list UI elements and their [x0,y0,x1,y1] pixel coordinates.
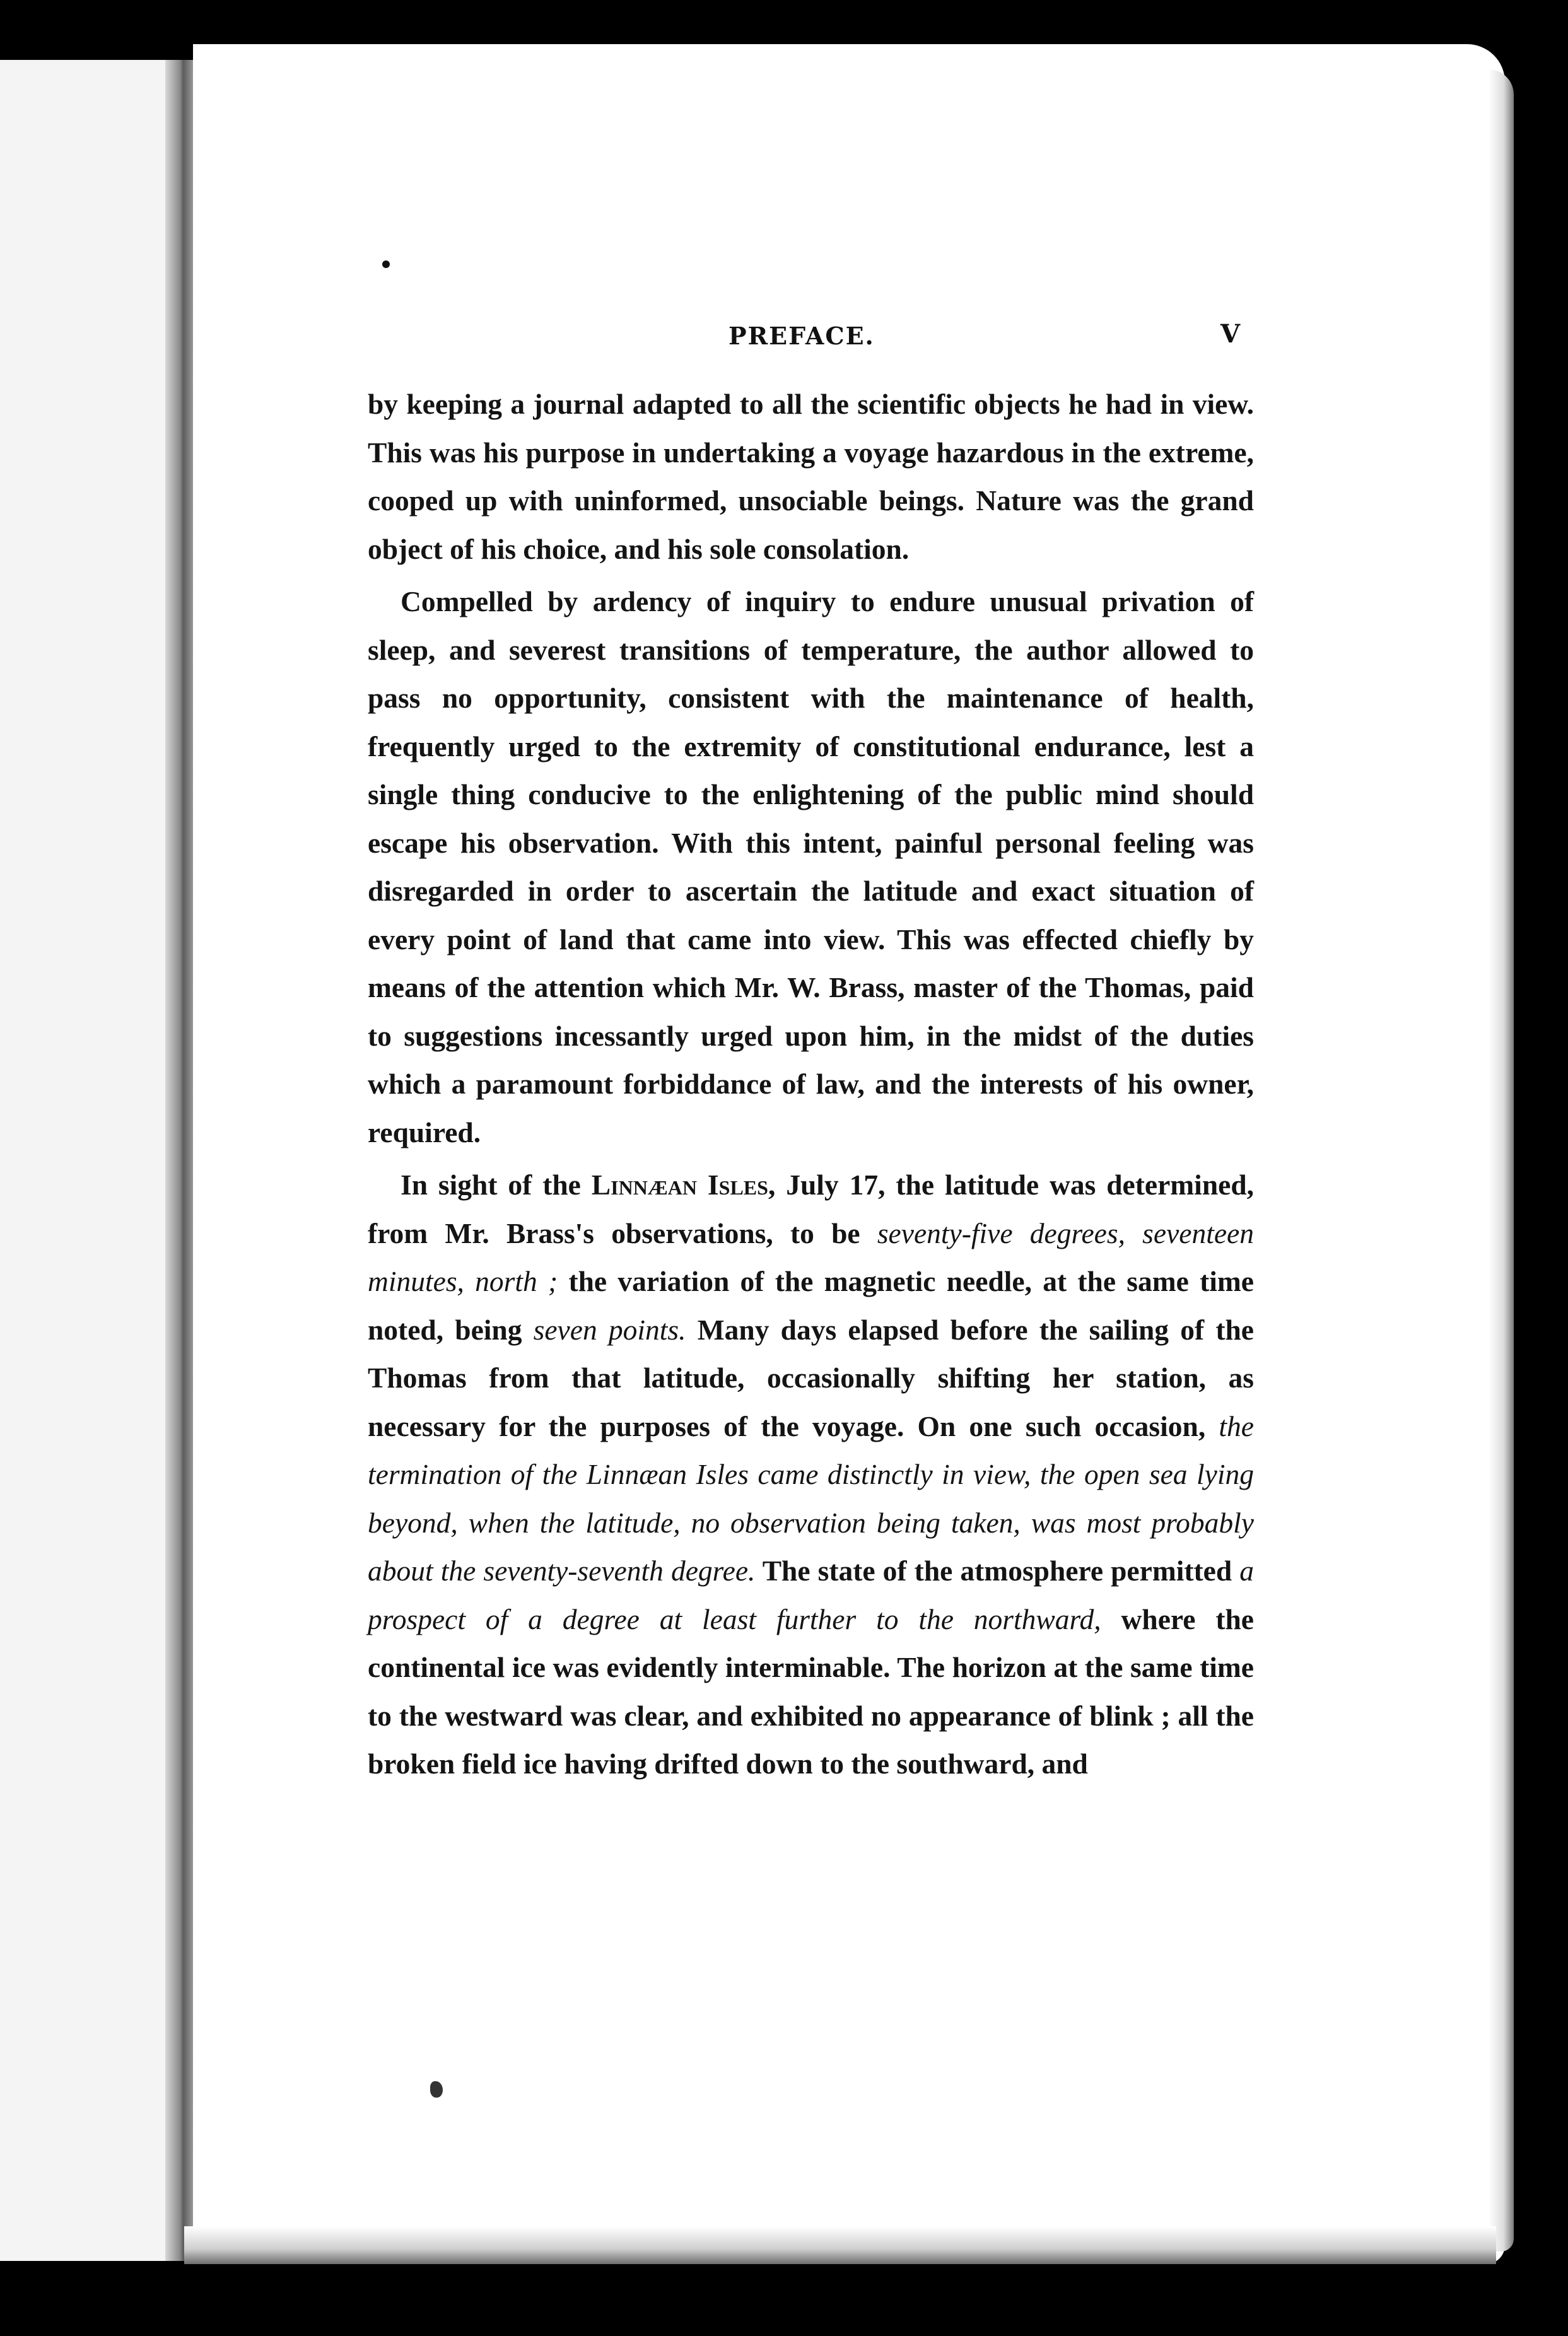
adjacent-page-edge [0,60,184,2261]
italic-run: seventy-five degrees, seventeen minutes, north ; [368,1217,1254,1297]
italic-run: the termination of the Linnæan Isles came distinctly in view, the open sea lying beyond, when the latitude, no observation being taken, was most probably about the seventy-seventh degree. [368,1410,1254,1587]
italic-run: seven points. [533,1313,686,1346]
ink-spot [382,260,390,268]
text-run: Many days elapsed before the sailing of the Thomas from that latitude, occasionally shifting her station, as necessary for the purposes of the voyage. On one such occasion, [368,1313,1254,1442]
page-number: V [1220,319,1241,349]
paragraph-1: by keeping a journal adapted to all the scientific objects he had in view. This was his purpose in undertaking a voyage hazardous in the extreme, cooped up with uninformed, unsociable beings. Nature was the grand object of his choice, and his sole consolation. [368,388,1254,565]
running-header [0,319,1568,359]
ink-blot [430,2081,443,2098]
page-bottom-edge [184,2226,1496,2264]
text-run: The state of the atmosphere permitted [755,1555,1240,1587]
paragraph-2: Compelled by ardency of inquiry to endure unusual privation of sleep, and severest transitions of temperature, the author allowed to pass no opportunity, consistent with the maintenance of health, frequently urged to the extremity of constitutional endurance, lest a single thing conducive to the enlightening of the public mind should escape his observation. With this intent, painful personal feeling was disregarded in order to ascertain the latitude and exact situation of every point of land that came into view. This was effected chiefly by means of the attention which Mr. W. Brass, master of the Thomas, paid to suggestions incessantly urged upon him, in the midst of the duties which a paramount forbiddance of law, and the interests of his owner, required. [368,585,1254,1148]
text-run: In sight of the [401,1169,592,1201]
paragraph-3 [368,1161,1254,1789]
page-right-edge [1489,69,1514,2251]
text-run: , July 17, the latitude was determined, from Mr. Brass's observations, to be [368,1169,1254,1249]
place-name: Linnæan Isles [591,1169,768,1201]
running-title: PREFACE. [728,322,875,350]
italic-run: a prospect of a degree at least further to the northward, [368,1555,1254,1635]
body-text [368,380,1254,1793]
text-run: the variation of the magnetic needle, at the same time noted, being [368,1265,1254,1346]
text-run: where the continental ice was evidently interminable. The horizon at the same time to the westward was clear, and exhibited no appearance of blink ; all the broken field ice having drifted down to the southward, and [368,1603,1254,1780]
